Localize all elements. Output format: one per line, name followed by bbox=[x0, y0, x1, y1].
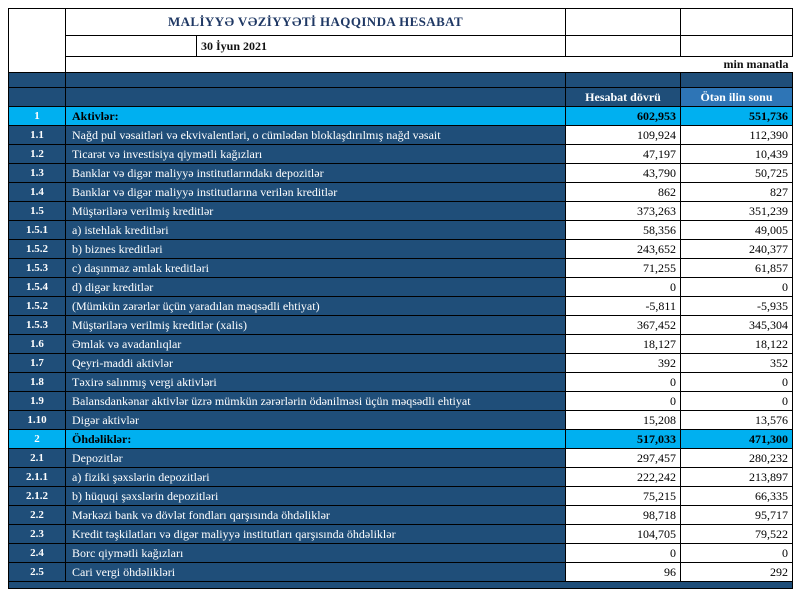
row-label-cell: c) daşınmaz əmlak kreditləri bbox=[66, 259, 566, 278]
row-number-cell: 2.1 bbox=[9, 449, 66, 468]
value-current-cell: 104,705 bbox=[566, 525, 681, 544]
value-previous-cell: 352 bbox=[681, 354, 793, 373]
value-current-cell: 367,452 bbox=[566, 316, 681, 335]
value-previous-cell: 61,857 bbox=[681, 259, 793, 278]
table-row bbox=[9, 297, 793, 316]
table-row bbox=[9, 221, 793, 240]
value-current-cell: 373,263 bbox=[566, 202, 681, 221]
value-previous-cell: 0 bbox=[681, 373, 793, 392]
row-label-cell: a) fiziki şəxslərin depozitləri bbox=[66, 468, 566, 487]
row-label-cell: Təxirə salınmış vergi aktivləri bbox=[66, 373, 566, 392]
row-label-cell: Balansdankənar aktivlər üzrə mümkün zərərlərin ödənilməsi üçün məqsədli ehtiyat bbox=[66, 392, 566, 411]
row-number-cell: 1.8 bbox=[9, 373, 66, 392]
value-current-cell: 0 bbox=[566, 544, 681, 563]
row-number-cell: 2.1.2 bbox=[9, 487, 66, 506]
row-label-cell: Kredit təşkilatları və digər maliyyə institutları qarşısında öhdəliklər bbox=[66, 525, 566, 544]
table-row bbox=[9, 259, 793, 278]
table-row bbox=[9, 411, 793, 430]
row-label-cell: d) digər kreditlər bbox=[66, 278, 566, 297]
value-previous-cell: 240,377 bbox=[681, 240, 793, 259]
table-row bbox=[9, 373, 793, 392]
value-current-cell: 15,208 bbox=[566, 411, 681, 430]
value-previous-cell: 112,390 bbox=[681, 126, 793, 145]
value-current-cell: 43,790 bbox=[566, 164, 681, 183]
row-label-cell: Müştərilərə verilmiş kreditlər (xalis) bbox=[66, 316, 566, 335]
band-cell bbox=[9, 73, 66, 88]
row-number-cell: 1.5.1 bbox=[9, 221, 66, 240]
value-previous-cell: 18,122 bbox=[681, 335, 793, 354]
band-cell bbox=[566, 73, 681, 88]
row-number-cell: 1.5.4 bbox=[9, 278, 66, 297]
report-title: MALİYYƏ VƏZİYYƏTİ HAQQINDA HESABAT bbox=[66, 9, 566, 36]
value-current-cell: 392 bbox=[566, 354, 681, 373]
table-row bbox=[9, 164, 793, 183]
row-label-cell: Mərkəzi bank və dövlət fondları qarşısında öhdəliklər bbox=[66, 506, 566, 525]
empty-header-cell bbox=[9, 88, 66, 107]
value-current-cell: 109,924 bbox=[566, 126, 681, 145]
financial-statement-table bbox=[8, 8, 793, 589]
value-previous-cell: 280,232 bbox=[681, 449, 793, 468]
row-label-cell: Borc qiymətli kağızları bbox=[66, 544, 566, 563]
row-label-cell: Ticarət və investisiya qiymətli kağızları bbox=[66, 145, 566, 164]
row-number-cell: 1.5 bbox=[9, 202, 66, 221]
table-row bbox=[9, 107, 793, 126]
table-row bbox=[9, 278, 793, 297]
row-label-cell: Aktivlər: bbox=[66, 107, 566, 126]
value-previous-cell: 79,522 bbox=[681, 525, 793, 544]
row-number-cell: 1.7 bbox=[9, 354, 66, 373]
column-header-row bbox=[9, 88, 793, 107]
value-current-cell: 96 bbox=[566, 563, 681, 582]
band-cell bbox=[681, 73, 793, 88]
row-label-cell: a) istehlak kreditləri bbox=[66, 221, 566, 240]
table-row bbox=[9, 468, 793, 487]
value-current-cell: 98,718 bbox=[566, 506, 681, 525]
header-band bbox=[9, 73, 793, 88]
row-number-cell: 2.2 bbox=[9, 506, 66, 525]
row-label-cell: Cari vergi öhdəlikləri bbox=[66, 563, 566, 582]
value-previous-cell: 95,717 bbox=[681, 506, 793, 525]
value-previous-cell: 351,239 bbox=[681, 202, 793, 221]
value-current-cell: 47,197 bbox=[566, 145, 681, 164]
row-number-cell: 2.4 bbox=[9, 544, 66, 563]
footer-band-cell bbox=[9, 582, 793, 589]
value-previous-cell: 50,725 bbox=[681, 164, 793, 183]
value-previous-cell: 345,304 bbox=[681, 316, 793, 335]
value-current-cell: 0 bbox=[566, 373, 681, 392]
band-cell bbox=[66, 73, 566, 88]
value-current-cell: 297,457 bbox=[566, 449, 681, 468]
value-current-cell: 58,356 bbox=[566, 221, 681, 240]
table-row bbox=[9, 563, 793, 582]
table-row bbox=[9, 202, 793, 221]
row-label-cell: Banklar və digər maliyyə institutlarındakı depozitlər bbox=[66, 164, 566, 183]
row-label-cell: Depozitlər bbox=[66, 449, 566, 468]
empty-cell bbox=[66, 57, 566, 73]
value-previous-cell: 49,005 bbox=[681, 221, 793, 240]
row-number-cell: 2.1.1 bbox=[9, 468, 66, 487]
unit-note: min manatla bbox=[723, 57, 789, 71]
report-date: 30 İyun 2021 bbox=[197, 36, 566, 57]
value-previous-cell: 13,576 bbox=[681, 411, 793, 430]
table-row bbox=[9, 145, 793, 164]
empty-cell bbox=[681, 9, 793, 36]
row-number-cell: 1.5.2 bbox=[9, 240, 66, 259]
column-header-previous: Ötən ilin sonu bbox=[681, 88, 793, 107]
row-label-cell: Banklar və digər maliyyə institutlarına verilən kreditlər bbox=[66, 183, 566, 202]
value-previous-cell: 827 bbox=[681, 183, 793, 202]
row-number-cell: 1.9 bbox=[9, 392, 66, 411]
row-label-cell: Qeyri-maddi aktivlər bbox=[66, 354, 566, 373]
table-row bbox=[9, 487, 793, 506]
row-number-cell: 1.5.3 bbox=[9, 259, 66, 278]
row-label-cell: Digər aktivlər bbox=[66, 411, 566, 430]
row-number-cell: 1.6 bbox=[9, 335, 66, 354]
value-previous-cell: -5,935 bbox=[681, 297, 793, 316]
row-label-cell: Öhdəliklər: bbox=[66, 430, 566, 449]
value-current-cell: 517,033 bbox=[566, 430, 681, 449]
value-current-cell: 243,652 bbox=[566, 240, 681, 259]
table-row bbox=[9, 354, 793, 373]
value-previous-cell: 551,736 bbox=[681, 107, 793, 126]
table-row bbox=[9, 392, 793, 411]
table-row bbox=[9, 183, 793, 202]
table-row bbox=[9, 525, 793, 544]
table-row bbox=[9, 316, 793, 335]
table-row bbox=[9, 449, 793, 468]
value-previous-cell: 0 bbox=[681, 544, 793, 563]
value-current-cell: 71,255 bbox=[566, 259, 681, 278]
value-previous-cell: 66,335 bbox=[681, 487, 793, 506]
value-previous-cell: 471,300 bbox=[681, 430, 793, 449]
report-rows bbox=[9, 107, 793, 582]
top-left-cell bbox=[9, 9, 66, 73]
row-number-cell: 1.3 bbox=[9, 164, 66, 183]
empty-cell bbox=[566, 9, 681, 36]
row-number-cell: 1.1 bbox=[9, 126, 66, 145]
empty-cell bbox=[681, 36, 793, 57]
row-label-cell: Müştərilərə verilmiş kreditlər bbox=[66, 202, 566, 221]
footer-band bbox=[9, 582, 793, 589]
column-header-current: Hesabat dövrü bbox=[566, 88, 681, 107]
value-previous-cell: 213,897 bbox=[681, 468, 793, 487]
row-number-cell: 1.2 bbox=[9, 145, 66, 164]
unit-row bbox=[9, 57, 793, 73]
row-number-cell: 1.10 bbox=[9, 411, 66, 430]
date-row bbox=[9, 36, 793, 57]
value-current-cell: 222,242 bbox=[566, 468, 681, 487]
row-label-cell: (Mümkün zərərlər üçün yaradılan məqsədli ehtiyat) bbox=[66, 297, 566, 316]
row-number-cell: 2 bbox=[9, 430, 66, 449]
row-number-cell: 1.5.3 bbox=[9, 316, 66, 335]
row-number-cell: 1.5.2 bbox=[9, 297, 66, 316]
table-row bbox=[9, 506, 793, 525]
row-number-cell: 1.4 bbox=[9, 183, 66, 202]
value-current-cell: -5,811 bbox=[566, 297, 681, 316]
value-current-cell: 602,953 bbox=[566, 107, 681, 126]
row-label-cell: b) hüquqi şəxslərin depozitləri bbox=[66, 487, 566, 506]
value-current-cell: 0 bbox=[566, 392, 681, 411]
row-label-cell: b) biznes kreditləri bbox=[66, 240, 566, 259]
value-current-cell: 0 bbox=[566, 278, 681, 297]
value-previous-cell: 0 bbox=[681, 392, 793, 411]
empty-cell bbox=[66, 36, 197, 57]
table-row bbox=[9, 240, 793, 259]
value-previous-cell: 10,439 bbox=[681, 145, 793, 164]
table-row bbox=[9, 430, 793, 449]
table-row bbox=[9, 544, 793, 563]
empty-cell bbox=[566, 36, 681, 57]
table-row bbox=[9, 335, 793, 354]
row-label-cell: Əmlak və avadanlıqlar bbox=[66, 335, 566, 354]
row-number-cell: 2.5 bbox=[9, 563, 66, 582]
title-row bbox=[9, 9, 793, 36]
row-number-cell: 2.3 bbox=[9, 525, 66, 544]
row-label-cell: Nağd pul vəsaitləri və ekvivalentləri, o cümlədən bloklaşdırılmış nağd vəsait bbox=[66, 126, 566, 145]
value-current-cell: 75,215 bbox=[566, 487, 681, 506]
value-previous-cell: 292 bbox=[681, 563, 793, 582]
value-current-cell: 862 bbox=[566, 183, 681, 202]
empty-header-cell bbox=[66, 88, 566, 107]
row-number-cell: 1 bbox=[9, 107, 66, 126]
table-row bbox=[9, 126, 793, 145]
value-current-cell: 18,127 bbox=[566, 335, 681, 354]
value-previous-cell: 0 bbox=[681, 278, 793, 297]
